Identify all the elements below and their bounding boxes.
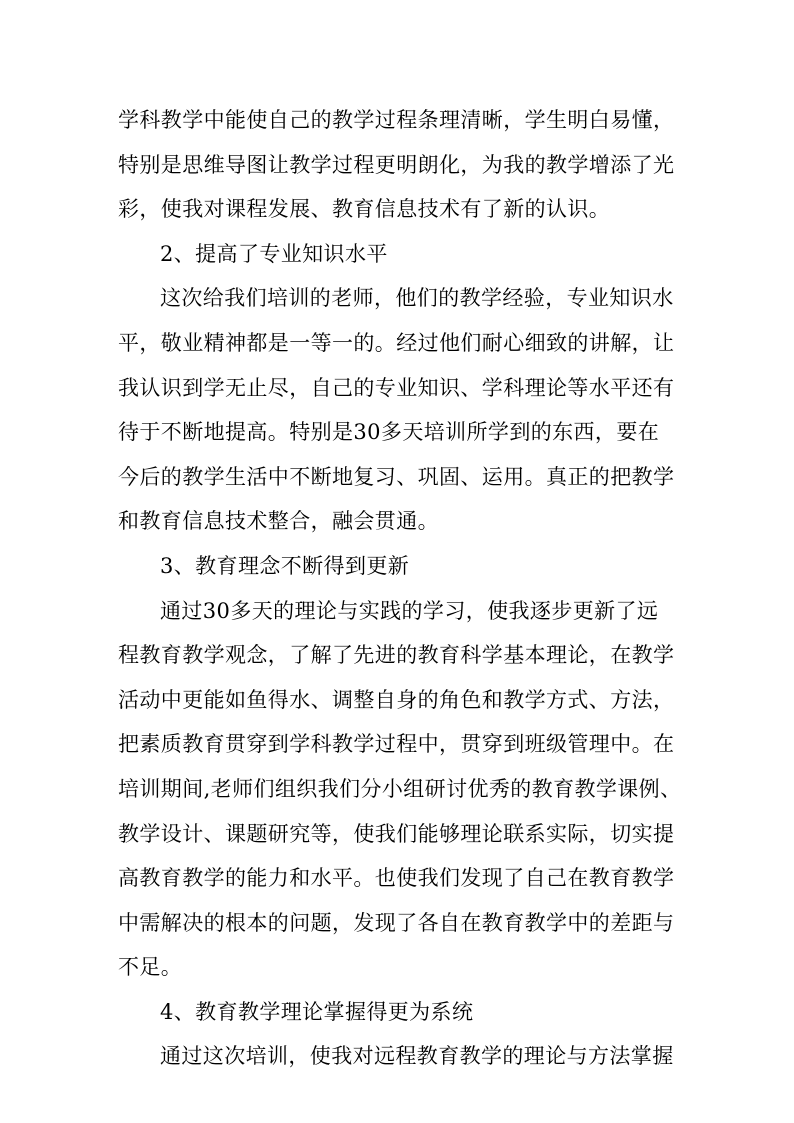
text-line: 这次给我们培训的老师，他们的教学经验，专业知识水 [160, 286, 674, 311]
text-line: 待于不断地提高。特别是30多天培训所学到的东西，要在 [118, 420, 660, 445]
text-line: 程教育教学观念，了解了先进的教育科学基本理论，在教学 [118, 643, 675, 668]
text-line: 学科教学中能使自己的教学过程条理清晰，学生明白易懂， [118, 108, 675, 132]
text-line: 把素质教育贯穿到学科教学过程中，贯穿到班级管理中。在 [118, 732, 675, 757]
text-line: 教学设计、课题研究等，使我们能够理论联系实际，切实提 [118, 821, 675, 846]
text-line: 活动中更能如鱼得水、调整自身的角色和教学方式、方法， [118, 687, 675, 712]
text-line: 高教育教学的能力和水平。也使我们发现了自己在教育教学 [118, 866, 675, 891]
text-line: 平，敬业精神都是一等一的。经过他们耐心细致的讲解，让 [118, 330, 675, 355]
text-line: 不足。 [118, 955, 183, 980]
text-line: 中需解决的根本的问题，发现了各自在教育教学中的差距与 [118, 910, 675, 935]
text-line: 2、提高了专业知识水平 [160, 241, 388, 266]
text-line: 今后的教学生活中不断地复习、巩固、运用。真正的把教学 [118, 464, 675, 489]
text-line: 和教育信息技术整合，融会贯通。 [118, 509, 439, 534]
text-line: 我认识到学无止尽，自己的专业知识、学科理论等水平还有 [118, 375, 675, 400]
text-line: 彩，使我对课程发展、教育信息技术有了新的认识。 [118, 197, 611, 222]
text-line: 通过30多天的理论与实践的学习，使我逐步更新了远 [160, 598, 659, 623]
text-line: 特别是思维导图让教学过程更明朗化，为我的教学增添了光 [118, 152, 675, 177]
text-line: 通过这次培训，使我对远程教育教学的理论与方法掌握 [160, 1044, 674, 1069]
document-body [118, 98, 682, 1079]
text-line: 3、教育理念不断得到更新 [160, 553, 410, 578]
text-line: 培训期间,老师们组织我们分小组研讨优秀的教育教学课例、 [118, 776, 682, 801]
text-line: 4、教育教学理论掌握得更为系统 [160, 999, 474, 1024]
